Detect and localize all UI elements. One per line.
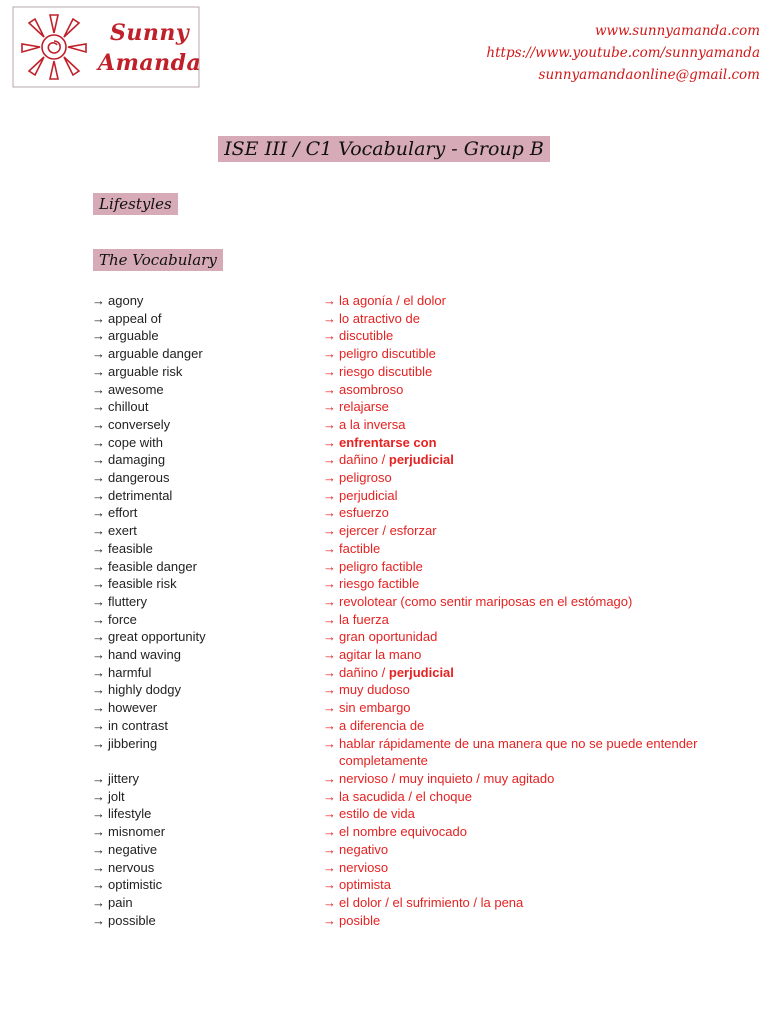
spanish-translation-text <box>339 540 739 558</box>
english-term-text: optimistic <box>108 877 163 893</box>
translation-main: la sacudida / el choque <box>339 788 472 804</box>
english-term <box>92 540 323 558</box>
spanish-translation <box>323 859 752 877</box>
page-title: ISE III / C1 Vocabulary - Group B <box>218 136 550 162</box>
spanish-translation-text <box>339 805 739 823</box>
spanish-translation <box>323 363 752 381</box>
spanish-translation <box>323 469 752 487</box>
arrow-icon: → <box>323 399 336 415</box>
translation-main: lo atractivo de <box>339 310 420 326</box>
english-term-text: force <box>108 611 137 627</box>
arrow-icon: → <box>92 788 105 804</box>
arrow-icon: → <box>323 310 336 326</box>
spanish-translation <box>323 398 752 416</box>
arrow-icon: → <box>323 629 336 645</box>
vocab-row <box>92 469 752 487</box>
arrow-icon: → <box>92 452 105 468</box>
vocab-row <box>92 558 752 576</box>
english-term-text: lifestyle <box>108 806 152 822</box>
spanish-translation <box>323 310 752 328</box>
translation-main: dañino / <box>339 452 389 468</box>
spanish-translation-text <box>339 327 739 345</box>
spanish-translation-text <box>339 894 739 912</box>
english-term-text: jittery <box>108 770 140 786</box>
arrow-icon: → <box>323 735 336 751</box>
english-term <box>92 770 323 788</box>
translation-main: el dolor / el sufrimiento / la pena <box>339 894 524 910</box>
arrow-icon: → <box>323 912 336 928</box>
arrow-icon: → <box>92 682 105 698</box>
translation-main: dañino / <box>339 664 389 680</box>
arrow-icon: → <box>92 363 105 379</box>
vocab-row <box>92 841 752 859</box>
page-header <box>0 0 768 100</box>
spanish-translation <box>323 292 752 310</box>
english-term-text: appeal of <box>108 310 162 326</box>
spanish-translation <box>323 912 752 930</box>
arrow-icon: → <box>323 806 336 822</box>
spanish-translation <box>323 735 752 770</box>
arrow-icon: → <box>323 381 336 397</box>
vocab-row <box>92 540 752 558</box>
english-term <box>92 345 323 363</box>
arrow-icon: → <box>92 841 105 857</box>
english-term <box>92 416 323 434</box>
arrow-icon: → <box>92 346 105 362</box>
vocab-row <box>92 381 752 399</box>
translation-main: negativo <box>339 841 389 857</box>
vocab-row <box>92 310 752 328</box>
spanish-translation-text <box>339 611 739 629</box>
arrow-icon: → <box>323 523 336 539</box>
vocab-row <box>92 805 752 823</box>
spanish-translation-text <box>339 735 739 770</box>
arrow-icon: → <box>323 717 336 733</box>
translation-main: muy dudoso <box>339 682 410 698</box>
arrow-icon: → <box>323 487 336 503</box>
vocab-row <box>92 788 752 806</box>
english-term <box>92 611 323 629</box>
spanish-translation-text <box>339 699 739 717</box>
vocab-row <box>92 292 752 310</box>
arrow-icon: → <box>92 770 105 786</box>
arrow-icon: → <box>92 859 105 875</box>
spanish-translation <box>323 628 752 646</box>
spanish-translation <box>323 646 752 664</box>
arrow-icon: → <box>92 647 105 663</box>
translation-main: a la inversa <box>339 416 406 432</box>
translation-main: hablar rápidamente de una manera que no se puede entender completamente <box>339 735 698 769</box>
contact-links <box>486 20 760 86</box>
english-term <box>92 681 323 699</box>
translation-main: agitar la mano <box>339 647 422 663</box>
translation-main: riesgo discutible <box>339 363 433 379</box>
spanish-translation <box>323 434 752 452</box>
spanish-translation <box>323 416 752 434</box>
english-term-text: effort <box>108 505 138 521</box>
spanish-translation-text <box>339 575 739 593</box>
arrow-icon: → <box>323 470 336 486</box>
english-term-text: arguable risk <box>108 363 183 379</box>
arrow-icon: → <box>92 593 105 609</box>
translation-main: el nombre equivocado <box>339 824 467 840</box>
english-term <box>92 859 323 877</box>
arrow-icon: → <box>323 664 336 680</box>
spanish-translation-text <box>339 363 739 381</box>
english-term <box>92 451 323 469</box>
vocab-row <box>92 699 752 717</box>
arrow-icon: → <box>92 487 105 503</box>
arrow-icon: → <box>92 416 105 432</box>
english-term-text: highly dodgy <box>108 682 181 698</box>
english-term-text: chillout <box>108 399 149 415</box>
spanish-translation <box>323 593 752 611</box>
spanish-translation <box>323 717 752 735</box>
arrow-icon: → <box>92 328 105 344</box>
spanish-translation-text <box>339 504 739 522</box>
spanish-translation <box>323 611 752 629</box>
english-term <box>92 363 323 381</box>
vocab-row <box>92 646 752 664</box>
arrow-icon: → <box>323 788 336 804</box>
english-term <box>92 894 323 912</box>
english-term <box>92 310 323 328</box>
english-term <box>92 398 323 416</box>
brand-name-amanda: Amanda <box>98 50 202 76</box>
translation-main: discutible <box>339 328 394 344</box>
translation-emphasis: perjudicial <box>388 664 454 680</box>
spanish-translation <box>323 841 752 859</box>
english-term-text: negative <box>108 841 158 857</box>
vocab-row <box>92 363 752 381</box>
english-term-text: detrimental <box>108 487 173 503</box>
vocab-row <box>92 398 752 416</box>
spanish-translation <box>323 540 752 558</box>
english-term <box>92 788 323 806</box>
spanish-translation-text <box>339 434 739 452</box>
spanish-translation-text <box>339 681 739 699</box>
arrow-icon: → <box>92 558 105 574</box>
spanish-translation <box>323 699 752 717</box>
arrow-icon: → <box>92 912 105 928</box>
english-term-text: awesome <box>108 381 164 397</box>
arrow-icon: → <box>323 293 336 308</box>
arrow-icon: → <box>92 576 105 592</box>
english-term-text: damaging <box>108 452 166 468</box>
arrow-icon: → <box>92 700 105 716</box>
arrow-icon: → <box>92 717 105 733</box>
translation-emphasis: perjudicial <box>388 452 454 468</box>
arrow-icon: → <box>323 859 336 875</box>
arrow-icon: → <box>323 770 336 786</box>
brand-logo <box>12 6 200 88</box>
spanish-translation-text <box>339 558 739 576</box>
spanish-translation <box>323 327 752 345</box>
translation-main: nervioso <box>339 859 389 875</box>
english-term <box>92 487 323 505</box>
spanish-translation-text <box>339 788 739 806</box>
english-term-text: great opportunity <box>108 629 206 645</box>
vocab-row <box>92 681 752 699</box>
translation-main: sin embargo <box>339 700 411 716</box>
arrow-icon: → <box>92 824 105 840</box>
spanish-translation <box>323 894 752 912</box>
arrow-icon: → <box>323 452 336 468</box>
arrow-icon: → <box>92 540 105 556</box>
arrow-icon: → <box>323 558 336 574</box>
spanish-translation-text <box>339 593 739 611</box>
spanish-translation-text <box>339 859 739 877</box>
vocab-row <box>92 451 752 469</box>
spanish-translation-text <box>339 841 739 859</box>
spanish-translation-text <box>339 646 739 664</box>
spanish-translation-text <box>339 487 739 505</box>
vocab-row <box>92 894 752 912</box>
section-heading: Lifestyles <box>93 193 178 215</box>
translation-main: posible <box>339 912 381 928</box>
english-term-text: cope with <box>108 434 163 450</box>
translation-main: ejercer / esforzar <box>339 523 437 539</box>
english-term-text: harmful <box>108 664 152 680</box>
english-term <box>92 628 323 646</box>
spanish-translation-text <box>339 664 739 682</box>
translation-main: estilo de vida <box>339 806 415 822</box>
english-term <box>92 558 323 576</box>
vocab-row <box>92 664 752 682</box>
vocab-row <box>92 504 752 522</box>
translation-main: esfuerzo <box>339 505 389 521</box>
spanish-translation <box>323 522 752 540</box>
arrow-icon: → <box>323 647 336 663</box>
arrow-icon: → <box>323 824 336 840</box>
spanish-translation <box>323 770 752 788</box>
arrow-icon: → <box>92 505 105 521</box>
arrow-icon: → <box>323 877 336 893</box>
subsection-heading: The Vocabulary <box>93 249 223 271</box>
spanish-translation <box>323 575 752 593</box>
arrow-icon: → <box>92 470 105 486</box>
arrow-icon: → <box>323 363 336 379</box>
english-term-text: agony <box>108 293 144 308</box>
spanish-translation <box>323 823 752 841</box>
title-block <box>0 136 768 162</box>
translation-main: a diferencia de <box>339 717 425 733</box>
english-term <box>92 292 323 310</box>
english-term-text: conversely <box>108 416 171 432</box>
arrow-icon: → <box>92 877 105 893</box>
vocab-row <box>92 717 752 735</box>
english-term-text: dangerous <box>108 470 170 486</box>
english-term-text: exert <box>108 523 137 539</box>
spanish-translation-text <box>339 628 739 646</box>
english-term <box>92 469 323 487</box>
arrow-icon: → <box>92 523 105 539</box>
english-term-text: nervous <box>108 859 155 875</box>
spanish-translation-text <box>339 345 739 363</box>
english-term-text: hand waving <box>108 647 181 663</box>
english-term <box>92 664 323 682</box>
vocab-row <box>92 823 752 841</box>
spanish-translation-text <box>339 310 739 328</box>
arrow-icon: → <box>323 593 336 609</box>
arrow-icon: → <box>323 416 336 432</box>
spanish-translation-text <box>339 469 739 487</box>
spanish-translation-text <box>339 381 739 399</box>
translation-main: factible <box>339 540 381 556</box>
arrow-icon: → <box>323 894 336 910</box>
arrow-icon: → <box>92 611 105 627</box>
spanish-translation-text <box>339 292 739 310</box>
spanish-translation <box>323 345 752 363</box>
vocab-row <box>92 593 752 611</box>
english-term <box>92 381 323 399</box>
arrow-icon: → <box>323 576 336 592</box>
arrow-icon: → <box>92 381 105 397</box>
arrow-icon: → <box>92 399 105 415</box>
vocab-row <box>92 416 752 434</box>
vocab-row <box>92 628 752 646</box>
translation-main: optimista <box>339 877 392 893</box>
spanish-translation <box>323 451 752 469</box>
vocab-row <box>92 345 752 363</box>
vocab-row <box>92 876 752 894</box>
spanish-translation <box>323 381 752 399</box>
english-term-text: jibbering <box>108 735 158 751</box>
arrow-icon: → <box>92 629 105 645</box>
translation-main: relajarse <box>339 399 389 415</box>
vocab-row <box>92 912 752 930</box>
spanish-translation-text <box>339 451 739 469</box>
translation-main: revolotear (como sentir mariposas en el estómago) <box>339 593 633 609</box>
arrow-icon: → <box>323 682 336 698</box>
spanish-translation <box>323 664 752 682</box>
english-term <box>92 434 323 452</box>
english-term-text: however <box>108 700 158 716</box>
english-term-text: pain <box>108 894 133 910</box>
translation-main: riesgo factible <box>339 576 420 592</box>
arrow-icon: → <box>323 540 336 556</box>
vocab-row <box>92 522 752 540</box>
spanish-translation-text <box>339 398 739 416</box>
english-term <box>92 699 323 717</box>
spanish-translation <box>323 558 752 576</box>
spanish-translation <box>323 504 752 522</box>
english-term-text: feasible danger <box>108 558 197 574</box>
translation-main: la agonía / el dolor <box>339 293 446 308</box>
english-term <box>92 646 323 664</box>
vocab-row <box>92 770 752 788</box>
english-term-text: feasible <box>108 540 153 556</box>
english-term <box>92 327 323 345</box>
vocab-row <box>92 735 752 770</box>
translation-main: peligro discutible <box>339 346 436 362</box>
english-term <box>92 876 323 894</box>
vocab-row <box>92 859 752 877</box>
english-term <box>92 823 323 841</box>
english-term <box>92 735 323 770</box>
english-term-text: arguable danger <box>108 346 203 362</box>
arrow-icon: → <box>323 434 336 450</box>
english-term <box>92 522 323 540</box>
spanish-translation-text <box>339 717 739 735</box>
vocab-row <box>92 327 752 345</box>
translation-main: peligroso <box>339 470 392 486</box>
spanish-translation <box>323 681 752 699</box>
spanish-translation <box>323 876 752 894</box>
arrow-icon: → <box>323 841 336 857</box>
spanish-translation-text <box>339 770 739 788</box>
arrow-icon: → <box>92 806 105 822</box>
spanish-translation-text <box>339 876 739 894</box>
translation-main: perjudicial <box>339 487 398 503</box>
arrow-icon: → <box>92 894 105 910</box>
translation-main: peligro factible <box>339 558 423 574</box>
vocab-row <box>92 611 752 629</box>
english-term-text: fluttery <box>108 593 148 609</box>
arrow-icon: → <box>323 611 336 627</box>
english-term <box>92 593 323 611</box>
english-term-text: feasible risk <box>108 576 177 592</box>
brand-name-sunny: Sunny <box>110 20 190 46</box>
spanish-translation-text <box>339 912 739 930</box>
vocab-row <box>92 575 752 593</box>
english-term-text: in contrast <box>108 717 168 733</box>
youtube-link[interactable]: https://www.youtube.com/sunnyamanda <box>486 45 760 61</box>
english-term-text: arguable <box>108 328 159 344</box>
arrow-icon: → <box>92 434 105 450</box>
spanish-translation <box>323 805 752 823</box>
vocab-row <box>92 434 752 452</box>
arrow-icon: → <box>323 505 336 521</box>
english-term <box>92 912 323 930</box>
english-term <box>92 575 323 593</box>
arrow-icon: → <box>323 328 336 344</box>
english-term <box>92 504 323 522</box>
website-link[interactable]: www.sunnyamanda.com <box>594 23 760 39</box>
arrow-icon: → <box>92 664 105 680</box>
spanish-translation-text <box>339 823 739 841</box>
english-term-text: possible <box>108 912 156 928</box>
arrow-icon: → <box>323 346 336 362</box>
arrow-icon: → <box>92 293 105 308</box>
arrow-icon: → <box>323 700 336 716</box>
arrow-icon: → <box>92 310 105 326</box>
spanish-translation-text <box>339 522 739 540</box>
english-term <box>92 805 323 823</box>
translation-main: gran oportunidad <box>339 629 438 645</box>
spanish-translation <box>323 487 752 505</box>
spanish-translation-text <box>339 416 739 434</box>
english-term-text: jolt <box>108 788 125 804</box>
spanish-translation <box>323 788 752 806</box>
email-link[interactable]: sunnyamandaonline@gmail.com <box>538 67 760 83</box>
translation-main: nervioso / muy inquieto / muy agitado <box>339 770 555 786</box>
translation-main: la fuerza <box>339 611 389 627</box>
vocab-row <box>92 487 752 505</box>
translation-main: asombroso <box>339 381 404 397</box>
translation-main: enfrentarse con <box>339 434 437 450</box>
arrow-icon: → <box>92 735 105 751</box>
english-term <box>92 717 323 735</box>
english-term <box>92 841 323 859</box>
vocabulary-list <box>92 292 752 929</box>
english-term-text: misnomer <box>108 824 166 840</box>
